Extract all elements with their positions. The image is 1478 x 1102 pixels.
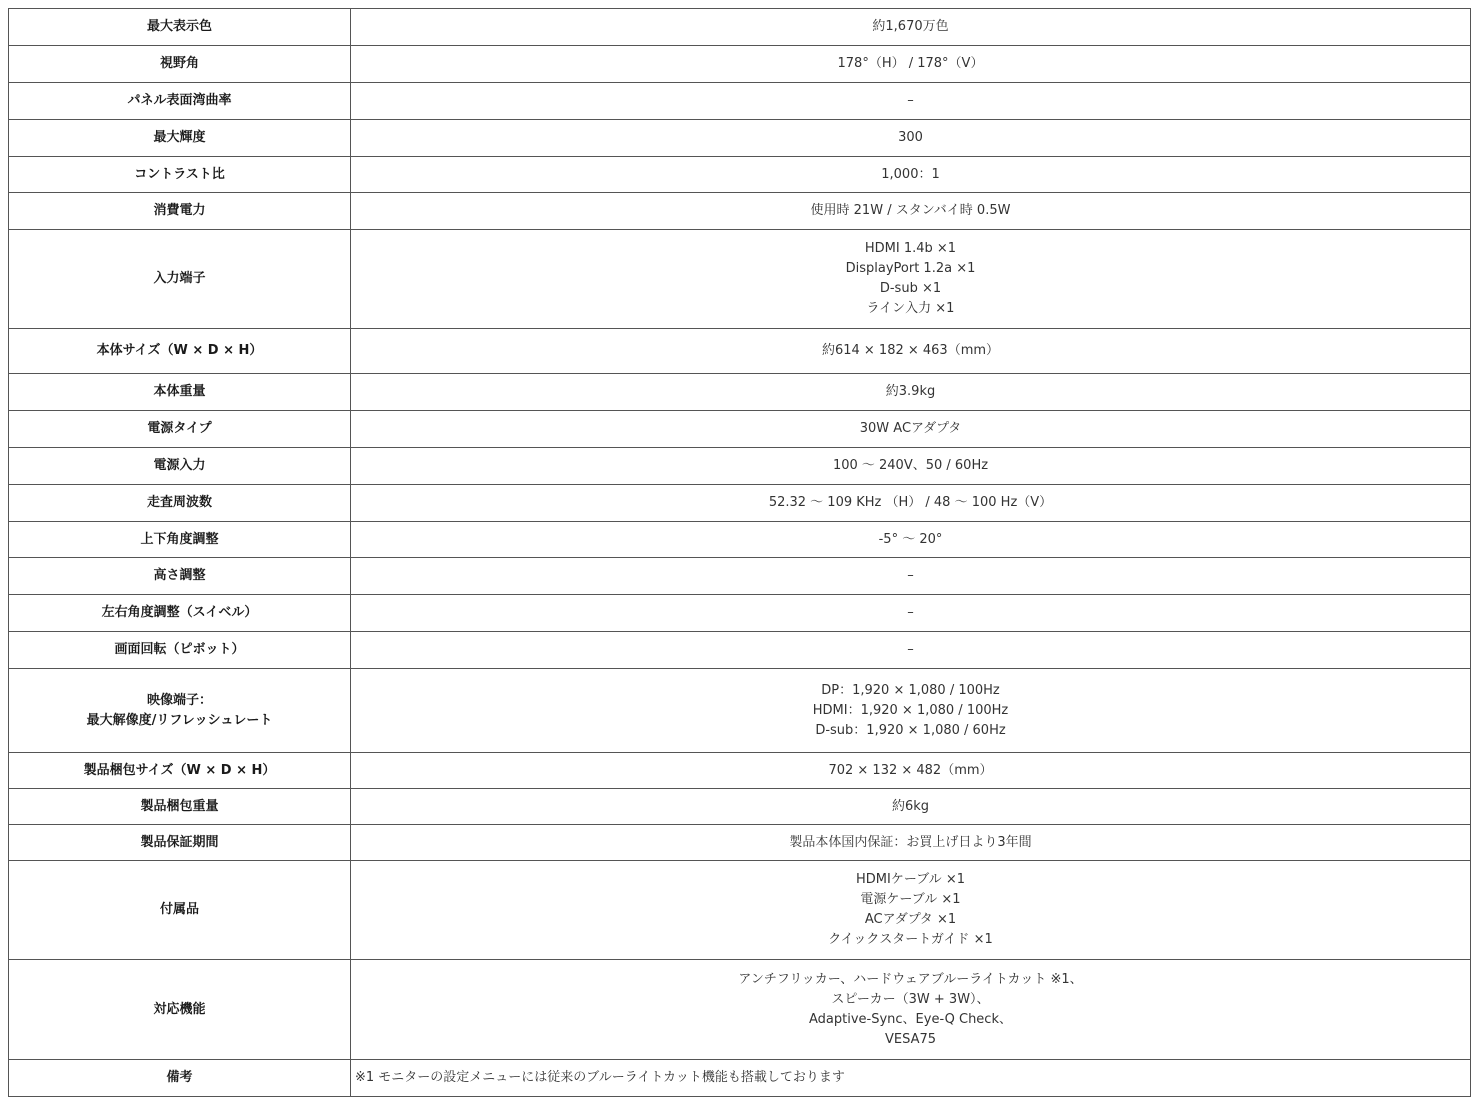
spec-row <box>9 411 1471 448</box>
spec-value-cell <box>351 960 1471 1060</box>
spec-label-cell <box>9 193 351 230</box>
spec-value-line: 約6kg <box>891 798 930 814</box>
spec-value-line: ライン入力 ×1 <box>866 301 955 316</box>
spec-value-line: – <box>907 605 914 620</box>
spec-value-cell <box>351 329 1471 374</box>
spec-label: 本体重量 <box>153 384 206 399</box>
spec-value-line: 52.32 ～ 109 KHz （H） / 48 ～ 100 Hz（V） <box>768 495 1053 510</box>
spec-label-cell <box>9 448 351 485</box>
spec-value-line: ACアダプタ ×1 <box>864 912 957 927</box>
spec-label: 製品梱包重量 <box>140 798 219 814</box>
spec-label-cell <box>9 411 351 448</box>
spec-label-cell <box>9 83 351 120</box>
spec-row <box>9 485 1471 522</box>
spec-label: 上下角度調整 <box>140 531 219 547</box>
spec-value-line: 300 <box>898 130 923 145</box>
spec-label: 電源タイプ <box>147 421 212 436</box>
spec-value-cell <box>351 1060 1471 1097</box>
spec-label-cell <box>9 558 351 595</box>
spec-label-cell <box>9 632 351 669</box>
spec-value-cell <box>351 558 1471 595</box>
spec-label-cell <box>9 595 351 632</box>
spec-value-line: – <box>907 93 914 108</box>
spec-label: 対応機能 <box>153 1001 206 1017</box>
spec-row <box>9 329 1471 374</box>
spec-label-cell <box>9 861 351 960</box>
spec-label: 備考 <box>166 1070 193 1085</box>
spec-label-cell <box>9 157 351 193</box>
spec-value-line: D-sub ×1 <box>879 281 942 296</box>
spec-value-cell <box>351 753 1471 789</box>
spec-row <box>9 1060 1471 1097</box>
spec-label-cell <box>9 960 351 1060</box>
spec-value-line: 1,000：1 <box>881 166 940 182</box>
spec-row <box>9 753 1471 789</box>
spec-label-cell <box>9 46 351 83</box>
spec-row <box>9 595 1471 632</box>
spec-value-line: 約3.9kg <box>885 384 936 399</box>
spec-row <box>9 83 1471 120</box>
spec-value-line: – <box>907 568 914 583</box>
spec-label: 電源入力 <box>153 458 206 473</box>
spec-row <box>9 558 1471 595</box>
spec-value-line: HDMIケーブル ×1 <box>856 872 965 887</box>
spec-row <box>9 230 1471 329</box>
spec-label-cell <box>9 669 351 753</box>
spec-label-cell <box>9 9 351 46</box>
spec-value-line: 使用時 21W / スタンバイ時 0.5W <box>810 203 1011 218</box>
spec-value-cell <box>351 193 1471 230</box>
spec-label: 映像端子： <box>146 692 212 708</box>
spec-row <box>9 193 1471 230</box>
spec-label: 高さ調整 <box>153 568 206 583</box>
spec-row <box>9 46 1471 83</box>
spec-value-cell <box>351 669 1471 753</box>
spec-value-cell <box>351 83 1471 120</box>
spec-value-line: 約1,670万色 <box>872 19 949 34</box>
spec-label-cell <box>9 230 351 329</box>
spec-label: 製品梱包サイズ（W × D × H） <box>83 762 276 778</box>
spec-label-line2: 最大解像度/リフレッシュレート <box>86 712 273 728</box>
spec-label-cell <box>9 1060 351 1097</box>
spec-value-cell <box>351 9 1471 46</box>
spec-value-line: DisplayPort 1.2a ×1 <box>845 261 976 276</box>
spec-label: コントラスト比 <box>134 166 225 182</box>
spec-value-line: HDMI：1,920 × 1,080 / 100Hz <box>812 702 1009 718</box>
spec-value-line: 製品本体国内保証：お買上げ日より3年間 <box>789 834 1032 850</box>
spec-value-cell <box>351 485 1471 522</box>
spec-value-cell <box>351 789 1471 825</box>
spec-label-cell <box>9 485 351 522</box>
spec-row <box>9 448 1471 485</box>
spec-label-cell <box>9 329 351 374</box>
spec-value-line: ※1 モニターの設定メニューには従来のブルーライトカット機能も搭載しております <box>355 1070 845 1085</box>
spec-value-line: VESA75 <box>884 1031 937 1047</box>
spec-label-cell <box>9 753 351 789</box>
spec-value-line: -5° ～ 20° <box>878 531 943 547</box>
spec-row <box>9 825 1471 861</box>
spec-label-cell <box>9 825 351 861</box>
spec-label-cell <box>9 120 351 157</box>
spec-row <box>9 789 1471 825</box>
spec-value-line: Adaptive-Sync、Eye-Q Check、 <box>809 1011 1012 1027</box>
spec-value-cell <box>351 632 1471 669</box>
spec-row <box>9 9 1471 46</box>
spec-label: 消費電力 <box>153 203 206 218</box>
spec-row <box>9 669 1471 753</box>
spec-value-line: D-sub：1,920 × 1,080 / 60Hz <box>815 722 1006 738</box>
spec-label-cell <box>9 374 351 411</box>
spec-label-cell <box>9 522 351 558</box>
spec-label: 入力端子 <box>153 271 206 286</box>
spec-value-cell <box>351 120 1471 157</box>
spec-label: 最大表示色 <box>146 19 212 34</box>
spec-label: 視野角 <box>159 56 199 71</box>
spec-value-cell <box>351 448 1471 485</box>
spec-table <box>8 8 1471 1097</box>
spec-label: 画面回転（ピボット） <box>114 642 245 657</box>
spec-label: パネル表面湾曲率 <box>127 93 232 108</box>
spec-value-cell <box>351 230 1471 329</box>
spec-value-cell <box>351 411 1471 448</box>
spec-table-body <box>9 9 1471 1097</box>
spec-label: 製品保証期間 <box>140 834 219 850</box>
spec-value-line: クイックスタートガイド ×1 <box>828 932 993 947</box>
spec-value-cell <box>351 157 1471 193</box>
spec-value-line: アンチフリッカー、ハードウェアブルーライトカット ※1、 <box>738 971 1083 987</box>
spec-value-cell <box>351 522 1471 558</box>
spec-label: 左右角度調整（スイベル） <box>101 605 258 620</box>
spec-row <box>9 374 1471 411</box>
spec-label: 最大輝度 <box>153 130 206 145</box>
spec-value-cell <box>351 861 1471 960</box>
spec-row <box>9 632 1471 669</box>
spec-value-cell <box>351 825 1471 861</box>
spec-value-line: スピーカー（3W + 3W）、 <box>831 991 990 1007</box>
spec-value-cell <box>351 374 1471 411</box>
spec-label: 本体サイズ（W × D × H） <box>96 343 263 358</box>
spec-value-line: – <box>907 642 914 657</box>
spec-value-line: 100 ～ 240V、50 / 60Hz <box>832 458 989 473</box>
spec-value-line: 電源ケーブル ×1 <box>860 892 961 907</box>
spec-label: 走査周波数 <box>146 495 212 510</box>
spec-row <box>9 960 1471 1060</box>
spec-value-cell <box>351 46 1471 83</box>
spec-row <box>9 522 1471 558</box>
spec-value-line: 30W ACアダプタ <box>859 421 962 436</box>
spec-value-cell <box>351 595 1471 632</box>
spec-row <box>9 120 1471 157</box>
spec-value-line: HDMI 1.4b ×1 <box>864 241 957 256</box>
spec-label-cell <box>9 789 351 825</box>
spec-value-line: 178°（H） / 178°（V） <box>837 56 984 71</box>
spec-row <box>9 861 1471 960</box>
spec-value-line: 702 × 132 × 482（mm） <box>828 762 993 778</box>
spec-label: 付属品 <box>159 902 199 917</box>
spec-value-line: 約614 × 182 × 463（mm） <box>821 343 1000 358</box>
spec-row <box>9 157 1471 193</box>
spec-value-line: DP：1,920 × 1,080 / 100Hz <box>821 682 1000 698</box>
